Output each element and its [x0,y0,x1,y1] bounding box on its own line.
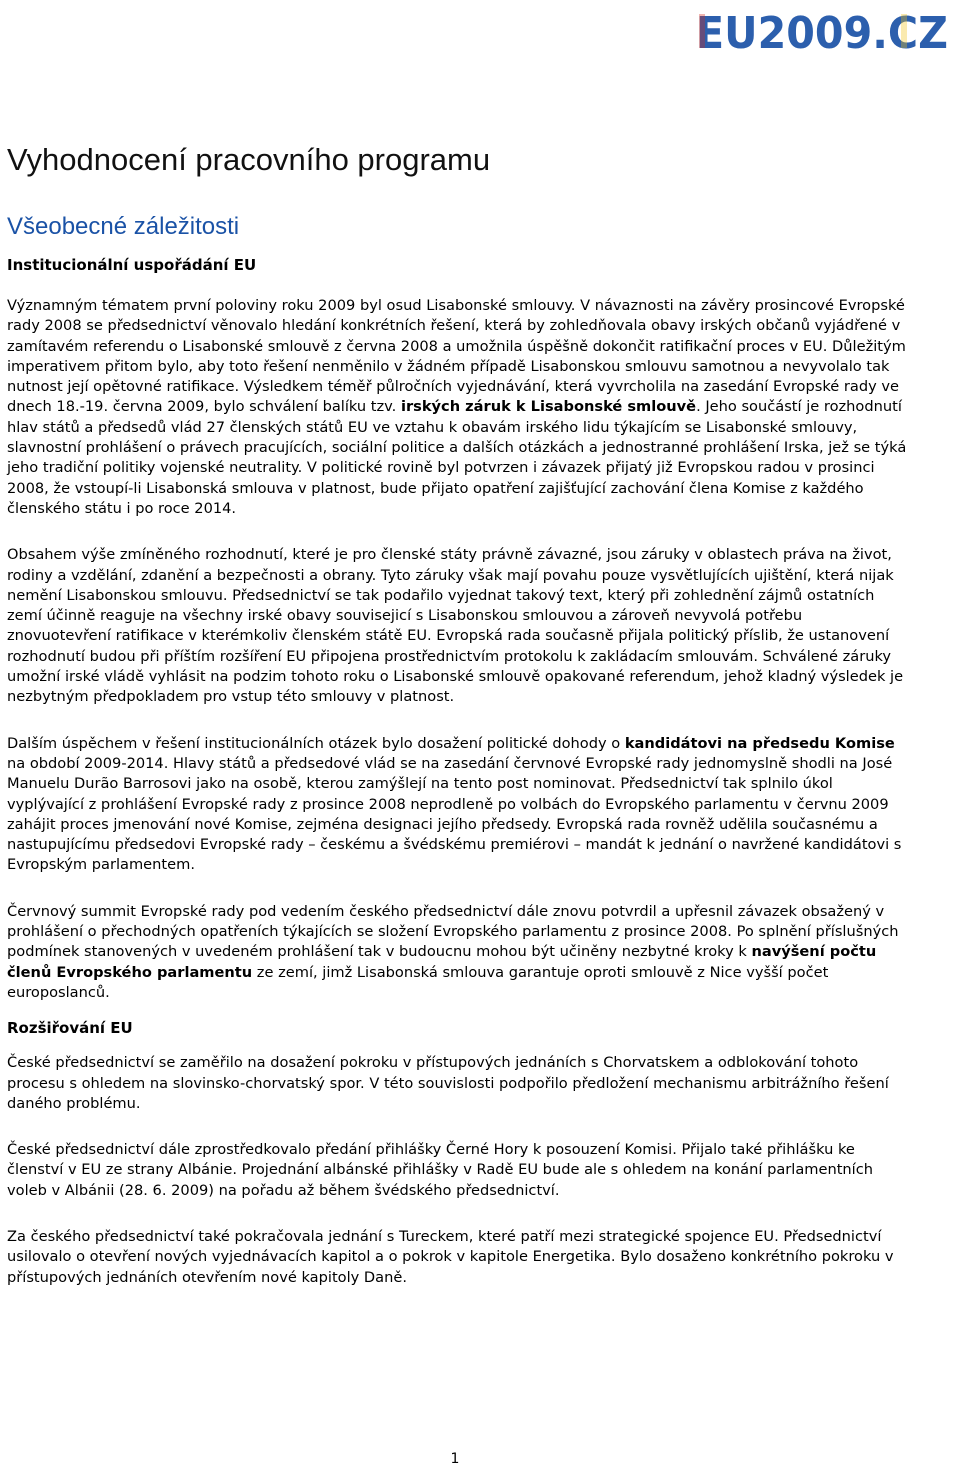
p5-run-0: České předsednictví se zaměřilo na dosažení pokroku v přístupových jednáních s Chorvatskem a odblokování tohoto procesu s ohledem na slovinsko-chorvatský spor. V této souvislosti podpořilo předložení mechanismu arbitrážního řešení daného problému. [7,1054,889,1112]
paragraph-7 [7,1227,907,1288]
eu2009-logo-graphic [696,8,948,54]
paragraph-3 [7,734,907,876]
section-heading: Všeobecné záležitosti [7,213,240,240]
p4-run-1: navýšení počtu členů Evropského parlamentu [7,943,877,981]
subheading-institutional: Institucionální uspořádání EU [7,256,257,274]
p3-run-2: na období 2009-2014. Hlavy států a předsedové vlád se na zasedání červnové Evropské rady jednomyslně shodli na José Manuelu Durão Barrosovi jako na osobě, kterou zamýšlejí na tento post nominovat. Předsednictví tak splnilo úkol vyplývající z prohlášení Evropské rady z prosince 2008 neprodleně po volbách do Evropského parlamentu v červnu 2009 zahájit proces jmenování nové Komise, zejména designaci jejího předsedy. Evropská rada rovněž udělila současnému a nastupujícímu předsedovi Evropské rady – českému a švédskému premiérovi – mandát k jednání o navržené kandidátovi s Evropským parlamentem. [7,754,902,874]
page-number: 1 [450,1451,460,1467]
paragraph-6 [7,1140,907,1201]
document-body [7,142,907,1288]
p1-run-1: irských záruk k Lisabonské smlouvě [400,398,697,416]
p4-run-2: ze zemí, jimž Lisabonská smlouva garantuje oproti smlouvě z Nice vyšší počet europoslanců. [7,963,829,1001]
svg-text:EU2009.CZ: EU2009.CZ [696,8,948,54]
p2-run-0: Obsahem výše zmíněného rozhodnutí, které je pro členské státy právně závazné, jsou záruky v oblastech práva na život, rodiny a vzdělání, zdanění a bezpečnosti a obrany. Tyto záruky však mají povahu pouze vysvětlujících ujištění, která nijak nemění Lisabonskou smlouvu. Předsednictví se tak podařilo vyjednat takový text, který při zohlednění zájmů ostatních zemí účinně reaguje na všechny irské obavy souvisejicí s Lisabonskou smlouvou a zároveň nevyvolá potřebu znovuotevření ratifikace v kterémkoliv členském státě EU. Evropská rada současně přijala politický příslib, že ustanovení rozhodnutí budou při příštím rozšíření EU připojena prostřednictvím protokolu k zakládacím smlouvám. Schválené záruky umožní irské vládě vyhlásit na podzim tohoto roku o Lisabonské smlouvě opakované referendum, jehož kladný výsledek je nezbytným předpokladem pro vstup této smlouvy v platnost. [7,546,904,706]
p3-run-0: Dalším úspěchem v řešení institucionálních otázek bylo dosažení politické dohody o [7,734,625,752]
paragraph-5 [7,1053,907,1114]
p3-run-1: kandidátovi na předsedu Komise [624,734,895,752]
paragraph-1 [7,296,907,519]
page-title: Vyhodnocení pracovního programu [7,142,491,177]
p1-run-0: Významným tématem první poloviny roku 2009 byl osud Lisabonské smlouvy. V návaznosti na závěry prosincové Evropské rady 2008 se předsednictví věnovalo hledání konkrétních řešení, která by zohledňovala obavy irských občanů vyjádřené v zamítavém referendu o Lisabonské smlouvě z června 2008 a umožnila úspěšně dokončit ratifikační proces v EU. Důležitým imperativem přitom bylo, aby toto řešení nenměnilo v žádném případě Lisabonskou smlouvu samotnou a nevyvolalo tak nutnost její opětovné ratifikace. Výsledkem téměř půlročních vyjednávání, která vyvrcholila na zasedání Evropské rady ve dnech 18.-19. června 2009, bylo schválení balíku tzv. [7,297,906,416]
paragraph-4 [7,902,907,1003]
subheading-enlargement: Rozšiřování EU [7,1019,133,1038]
paragraph-2 [7,545,907,707]
eu2009-logo [696,8,948,54]
p7-run-0: Za českého předsednictví také pokračovala jednání s Tureckem, které patří mezi strategické spojence EU. Předsednictví usilovalo o otevření nových vyjednávacích kapitol a o pokrok v kapitole Energetika. Bylo dosaženo konkrétního pokroku v přístupových jednáních otevřením nové kapitoly Daně. [7,1227,894,1286]
p1-run-2: . Jeho součástí je rozhodnutí hlav států a předsedů vlád 27 členských států EU ve vztahu k obavám irského lidu týkajícím se Lisabonské smlouvy, slavnostní prohlášení o právech pracujících, sociální politice a dalších otázkách a jednostranné prohlášení Irska, jež se týká jeho tradiční politiky vojenské neutrality. V politické rovině byl potvrzen i závazek přijatý již Evropskou radou v prosinci 2008, že vstoupí-li Lisabonská smlouva v platnost, bude přijato opatření zajišťující zachování člena Komise z každého členského státu i po roce 2014. [7,398,907,517]
p4-run-0: Červnový summit Evropské rady pod vedením českého předsednictví dále znovu potvrdil a upřesnil závazek obsažený v prohlášení o přechodných opatřeních týkajících se složení Evropského parlamentu z prosince 2008. Po splnění příslušných podmínek stanovených v uvedeném prohlášení tak v budoucnu mohou být učiněny nezbytné kroky k [7,902,899,961]
p6-run-0: České předsednictví dále zprostředkovalo předání přihlášky Černé Hory k posouzení Komisi. Přijalo také přihlášku ke členství v EU ze strany Albánie. Projednání albánské přihlášky v Radě EU bude ale s ohledem na konání parlamentních voleb v Albánii (28. 6. 2009) na pořadu až během švédského předsednictví. [7,1141,874,1199]
